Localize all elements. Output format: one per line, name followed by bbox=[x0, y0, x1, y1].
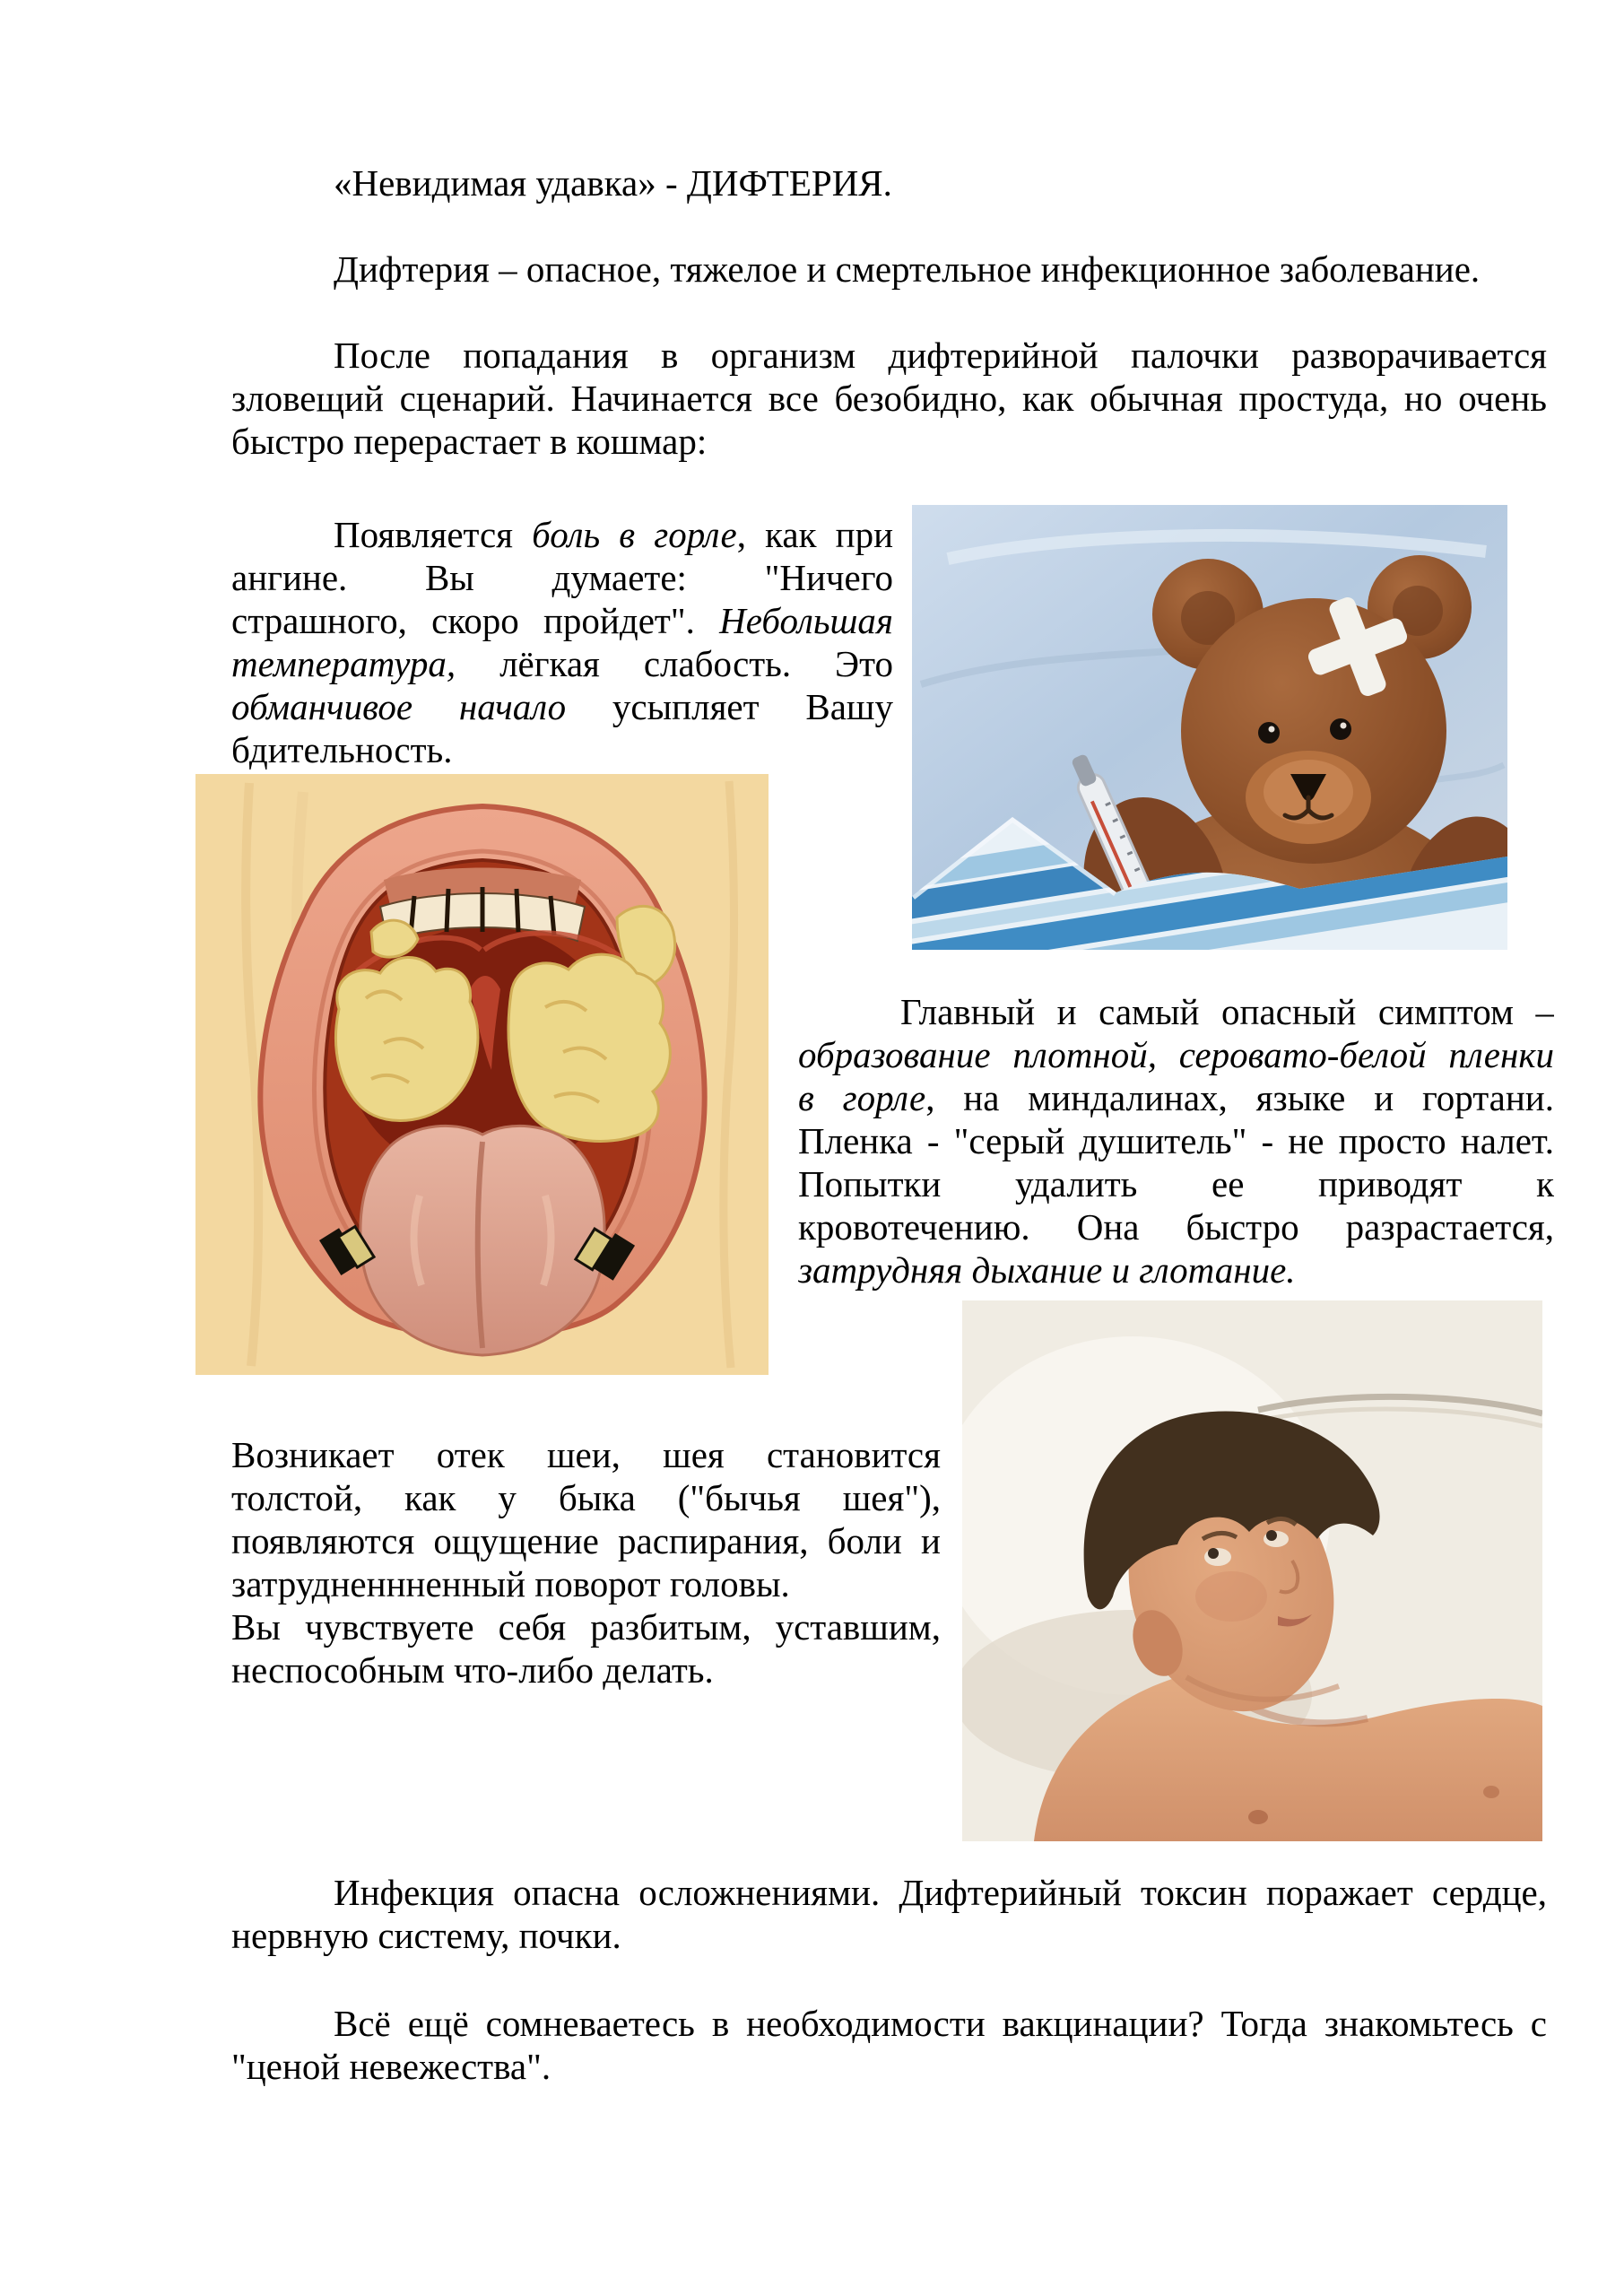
text-run: Главный и самый опасный симптом – bbox=[900, 991, 1554, 1032]
text-line bbox=[231, 377, 1547, 420]
teddy-bear-photo bbox=[912, 505, 1507, 950]
cheek-flush bbox=[1195, 1571, 1267, 1622]
scenario-paragraph bbox=[231, 334, 1547, 463]
text-line bbox=[231, 1433, 941, 1476]
text-run: бдительность. bbox=[231, 729, 453, 770]
text-run: , на миндалинах, языке и гортани. bbox=[925, 1077, 1554, 1118]
text-run: лёгкая слабость. Это bbox=[456, 643, 893, 684]
eye-glint bbox=[1341, 723, 1347, 729]
iris bbox=[1208, 1548, 1219, 1559]
vaccination-paragraph bbox=[231, 2002, 1547, 2088]
text-line bbox=[231, 1562, 941, 1605]
mouth-illustration-svg bbox=[195, 774, 769, 1375]
text-line bbox=[231, 2045, 1547, 2088]
text-line bbox=[798, 1033, 1554, 1076]
italic-text-run: затрудняя дыхание и глотание. bbox=[798, 1249, 1296, 1291]
nipple bbox=[1483, 1786, 1499, 1798]
complications-paragraph bbox=[231, 1871, 1547, 1957]
text-run: Вы чувствуете себя разбитым, уставшим, bbox=[231, 1606, 941, 1648]
film-paragraph bbox=[798, 990, 1554, 1292]
text-run: ангине. Вы думаете: "Ничего bbox=[231, 557, 893, 598]
text-line bbox=[231, 728, 893, 771]
text-line bbox=[231, 556, 893, 599]
text-run: страшного, скоро пройдет". bbox=[231, 600, 720, 641]
text-line bbox=[798, 1119, 1554, 1162]
text-run: затрудненнненный поворот головы. bbox=[231, 1563, 790, 1605]
text-run: Попытки удалить ее приводят к bbox=[798, 1163, 1554, 1205]
eye-glint bbox=[1269, 726, 1275, 733]
text-line bbox=[231, 1871, 1547, 1914]
text-run: нервную систему, почки. bbox=[231, 1915, 621, 1956]
text-run: Появляется bbox=[334, 514, 533, 555]
text-line bbox=[231, 2002, 1547, 2045]
text-run: зловещий сценарий. Начинается все безобидно, как обычная простуда, но очень bbox=[231, 378, 1547, 419]
text-line bbox=[231, 1476, 941, 1519]
boy-photo-svg bbox=[962, 1300, 1542, 1841]
text-line bbox=[798, 1248, 1554, 1292]
text-run: "ценой невежества". bbox=[231, 2046, 551, 2087]
italic-text-run: обманчивое начало bbox=[231, 686, 567, 727]
text-run: усыпляет Вашу bbox=[566, 686, 893, 727]
text-line bbox=[231, 420, 1547, 463]
text-run: неспособным что-либо делать. bbox=[231, 1649, 714, 1691]
text-line bbox=[231, 1914, 1547, 1957]
text-line bbox=[231, 685, 893, 728]
text-line bbox=[798, 1205, 1554, 1248]
text-run: , как при bbox=[736, 514, 893, 555]
italic-text-run: боль в горле bbox=[532, 514, 737, 555]
text-line bbox=[231, 1648, 941, 1692]
italic-text-run: в горле bbox=[798, 1077, 926, 1118]
text-line bbox=[231, 334, 1547, 377]
text-run: Пленка - "серый душитель" - не просто налет. bbox=[798, 1120, 1554, 1161]
sore-throat-paragraph bbox=[231, 513, 893, 771]
text-run: толстой, как у быка ("бычья шея"), bbox=[231, 1477, 941, 1518]
text-line bbox=[231, 642, 893, 685]
italic-text-run: температура, bbox=[231, 643, 456, 684]
document-title: «Невидимая удавка» - ДИФТЕРИЯ. bbox=[334, 162, 892, 204]
text-run: Всё ещё сомневаетесь в необходимости вакцинации? Тогда знакомьтесь с bbox=[334, 2003, 1547, 2044]
iris bbox=[1266, 1530, 1277, 1541]
text-line bbox=[798, 1076, 1554, 1119]
sick-boy-photo bbox=[962, 1300, 1542, 1841]
neck-paragraph bbox=[231, 1433, 941, 1692]
text-line bbox=[231, 1605, 941, 1648]
text-run: кровотечению. Она быстро разрастается, bbox=[798, 1206, 1554, 1248]
text-run: После попадания в организм дифтерийной палочки разворачивается bbox=[334, 335, 1547, 376]
text-run: появляются ощущение распирания, боли и bbox=[231, 1520, 941, 1561]
diphtheria-mouth-illustration bbox=[195, 774, 769, 1375]
teddy-photo-svg bbox=[912, 505, 1507, 950]
nipple bbox=[1248, 1810, 1268, 1824]
text-line bbox=[231, 599, 893, 642]
text-line bbox=[231, 1519, 941, 1562]
text-run: Инфекция опасна осложнениями. Дифтерийный токсин поражает сердце, bbox=[334, 1872, 1547, 1913]
text-line bbox=[798, 1162, 1554, 1205]
text-line bbox=[798, 990, 1554, 1033]
open-mouth bbox=[260, 806, 704, 1355]
text-run: Возникает отек шеи, шея становится bbox=[231, 1434, 941, 1475]
text-line bbox=[231, 513, 893, 556]
text-run: быстро перерастает в кошмар: bbox=[231, 421, 708, 462]
italic-text-run: Небольшая bbox=[719, 600, 893, 641]
teddy-eye-left bbox=[1258, 722, 1280, 744]
intro-paragraph: Дифтерия – опасное, тяжелое и смертельное инфекционное заболевание. bbox=[334, 248, 1481, 290]
teddy-eye-right bbox=[1330, 718, 1351, 740]
italic-text-run: образование плотной, серовато-белой пленки bbox=[798, 1034, 1554, 1075]
